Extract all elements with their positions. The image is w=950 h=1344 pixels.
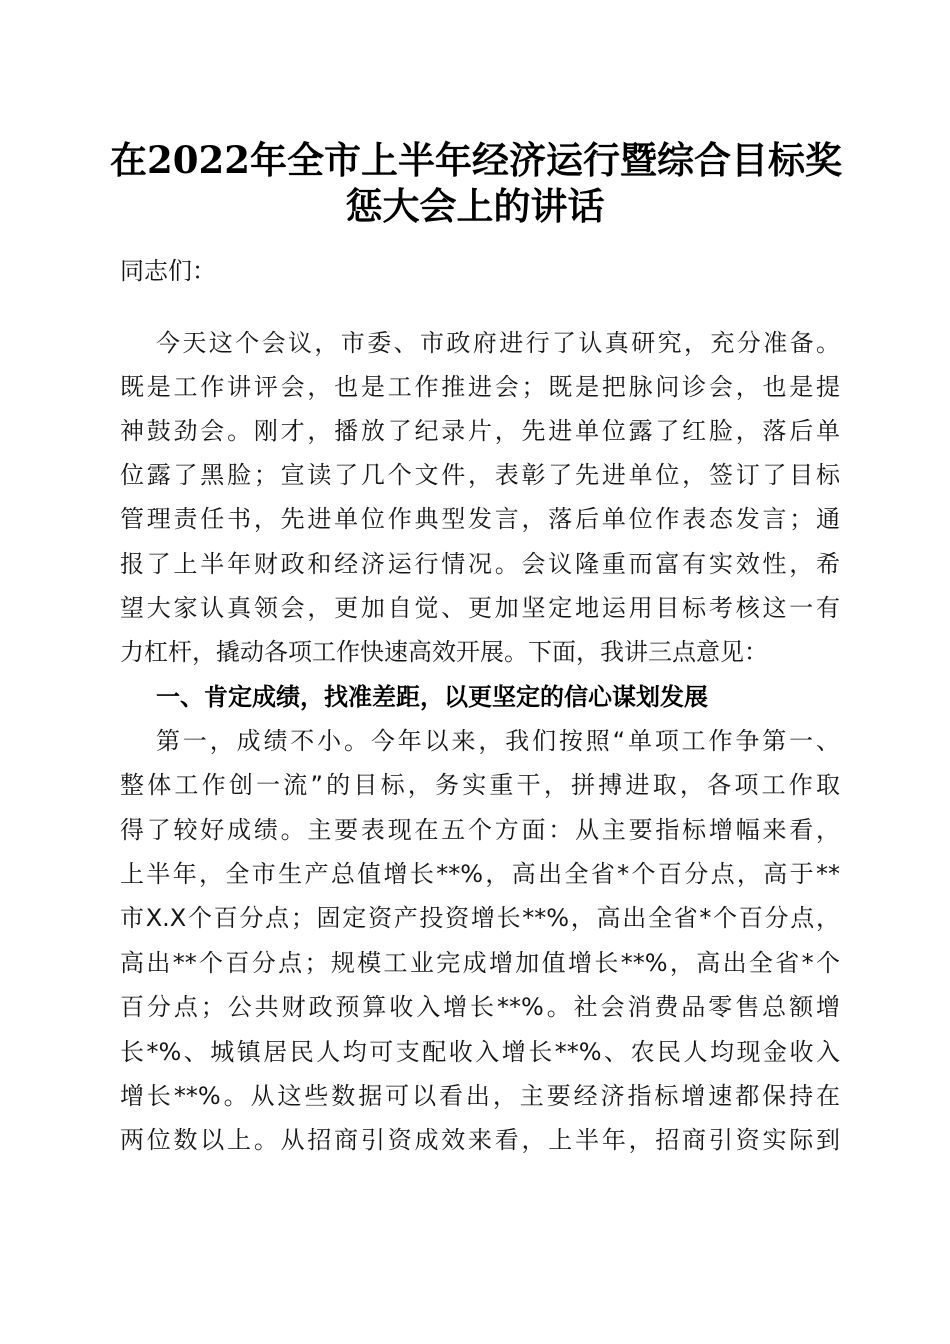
paragraph-2-line: 百分点；公共财政预算收入增长**%。社会消费品零售总额增: [120, 993, 840, 1021]
paragraph-1-line: 今天这个会议，市委、市政府进行了认真研究，充分准备。: [156, 329, 840, 357]
document-title-line-2: 惩大会上的讲话: [345, 184, 605, 228]
paragraph-1-line: 既是工作讲评会，也是工作推进会；既是把脉问诊会，也是提: [120, 373, 840, 401]
paragraph-2-line: 市X.X个百分点；固定资产投资增长**%，高出全省*个百分点，: [120, 904, 840, 932]
paragraph-2-line: 第一，成绩不小。今年以来，我们按照“单项工作争第一、: [156, 727, 840, 755]
paragraph-1-line: 神鼓劲会。刚才，播放了纪录片，先进单位露了红脸，落后单: [120, 417, 840, 445]
paragraph-2-line: 长*%、城镇居民人均可支配收入增长**%、农民人均现金收入: [120, 1038, 840, 1066]
document-title-line-1: 在2022年全市上半年经济运行暨综合目标奖: [110, 138, 842, 182]
paragraph-1-line: 力杠杆，撬动各项工作快速高效开展。下面，我讲三点意见：: [120, 638, 768, 666]
paragraph-1-line: 管理责任书，先进单位作典型发言，落后单位作表态发言；通: [120, 505, 840, 533]
paragraph-1-line: 位露了黑脸；宣读了几个文件，表彰了先进单位，签订了目标: [120, 461, 840, 489]
paragraph-1-line: 报了上半年财政和经济运行情况。会议隆重而富有实效性，希: [120, 550, 840, 578]
paragraph-1-line: 望大家认真领会，更加自觉、更加坚定地运用目标考核这一有: [120, 594, 840, 622]
paragraph-2-line: 增长**%。从这些数据可以看出，主要经济指标增速都保持在: [120, 1082, 840, 1110]
paragraph-2-line: 得了较好成绩。主要表现在五个方面：从主要指标增幅来看，: [120, 816, 840, 844]
paragraph-2-line: 整体工作创一流”的目标，务实重干，拼搏进取，各项工作取: [120, 771, 840, 799]
paragraph-2-line: 高出**个百分点；规模工业完成增加值增长**%，高出全省*个: [120, 949, 840, 977]
paragraph-2-line: 上半年，全市生产总值增长**%，高出全省*个百分点，高于**: [120, 860, 840, 888]
paragraph-2-line: 两位数以上。从招商引资成效来看，上半年，招商引资实际到: [120, 1126, 840, 1154]
section-1-heading: 一、肯定成绩，找准差距，以更坚定的信心谋划发展: [156, 683, 708, 711]
salutation: 同志们：: [120, 257, 216, 285]
